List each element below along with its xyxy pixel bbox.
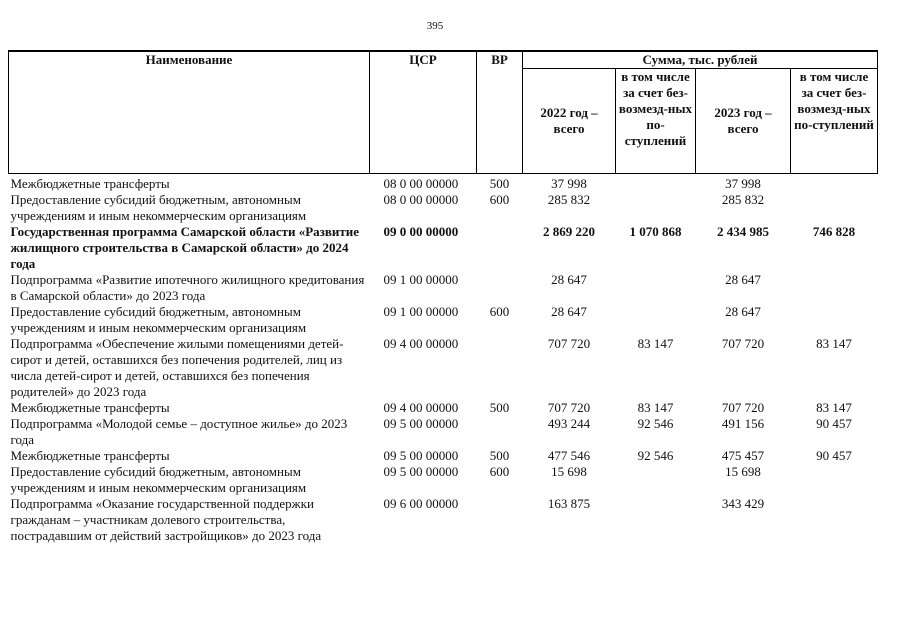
row-2022-total: 493 244 [547, 416, 591, 431]
row-2023-free: 90 457 [816, 448, 852, 463]
row-vr [477, 416, 523, 448]
row-2022-free [616, 272, 696, 304]
row-2023-free [791, 272, 878, 304]
row-2022-free: 83 147 [637, 400, 674, 415]
header-name: Наименование [9, 51, 370, 174]
table-row [9, 192, 878, 224]
header-2022-total: 2022 год – всего [523, 69, 616, 174]
table-row [9, 272, 878, 304]
row-csr: 09 1 00 00000 [383, 304, 459, 319]
row-2022-free: 1 070 868 [629, 224, 682, 239]
row-2022-total: 28 647 [551, 272, 587, 287]
header-sum: Сумма, тыс. рублей [523, 51, 878, 69]
row-name: Межбюджетные трансферты [10, 448, 170, 463]
row-2023-total: 707 720 [721, 400, 765, 415]
row-2023-total: 28 647 [725, 272, 761, 287]
header-vr: ВР [477, 51, 523, 174]
row-2022-total: 163 875 [547, 496, 591, 511]
row-2022-total: 15 698 [551, 464, 587, 479]
row-2023-free [791, 192, 878, 224]
row-2022-total: 37 998 [551, 176, 587, 191]
table-row [9, 174, 878, 193]
row-2022-total: 285 832 [547, 192, 591, 207]
header-2023-free: в том числе за счет без-возмезд-ных по-ступлений [791, 69, 878, 174]
row-2022-free: 92 546 [637, 416, 674, 431]
row-name: Межбюджетные трансферты [10, 400, 170, 415]
row-vr: 500 [489, 176, 510, 191]
row-vr: 600 [489, 304, 510, 319]
row-csr: 09 0 00 00000 [383, 224, 459, 239]
row-name: Предоставление субсидий бюджетным, автономным учреждениям и иным некоммерческим организациям [10, 192, 307, 223]
table-row [9, 336, 878, 400]
row-name: Межбюджетные трансферты [10, 176, 170, 191]
header-csr: ЦСР [370, 51, 477, 174]
row-2022-total: 477 546 [547, 448, 591, 463]
table-row [9, 464, 878, 496]
row-name: Подпрограмма «Развитие ипотечного жилищного кредитования в Самарской области» до 2023 года [10, 272, 365, 303]
row-vr [477, 224, 523, 272]
row-csr: 09 4 00 00000 [383, 336, 459, 351]
table-row [9, 304, 878, 336]
row-2022-total: 28 647 [551, 304, 587, 319]
table-row [9, 416, 878, 448]
row-csr: 09 4 00 00000 [383, 400, 459, 415]
row-vr [477, 272, 523, 304]
row-csr: 09 5 00 00000 [383, 448, 459, 463]
row-2023-free: 90 457 [816, 416, 852, 431]
budget-table [8, 50, 878, 544]
page-number: 395 [426, 20, 444, 32]
row-csr: 09 1 00 00000 [383, 272, 459, 287]
row-csr: 09 5 00 00000 [383, 416, 459, 431]
row-2022-total: 707 720 [547, 400, 591, 415]
table-row [9, 224, 878, 272]
row-name: Подпрограмма «Оказание государственной поддержки гражданам – участникам долевого строительства, пострадавшим от действий застройщиков» до 2023 года [10, 496, 322, 543]
table-row [9, 496, 878, 544]
row-2023-total: 491 156 [721, 416, 765, 431]
row-2023-total: 343 429 [721, 496, 765, 511]
row-2023-total: 475 457 [721, 448, 765, 463]
row-2022-free [616, 174, 696, 193]
row-2022-total: 707 720 [547, 336, 591, 351]
row-vr [477, 336, 523, 400]
table-row [9, 448, 878, 464]
row-2022-free [616, 192, 696, 224]
row-2022-free: 92 546 [637, 448, 674, 463]
row-2023-free: 83 147 [816, 336, 852, 351]
row-csr: 08 0 00 00000 [383, 176, 459, 191]
row-name: Подпрограмма «Молодой семье – доступное жилье» до 2023 года [10, 416, 348, 447]
row-vr: 500 [489, 448, 510, 463]
row-2022-free [616, 496, 696, 544]
row-2023-free [791, 496, 878, 544]
row-name: Предоставление субсидий бюджетным, автономным учреждениям и иным некоммерческим организациям [10, 304, 307, 335]
row-2023-free [791, 174, 878, 193]
row-vr: 600 [489, 192, 510, 207]
row-name: Предоставление субсидий бюджетным, автономным учреждениям и иным некоммерческим организациям [10, 464, 307, 495]
row-2023-total: 285 832 [721, 192, 765, 207]
row-2023-total: 2 434 985 [717, 224, 769, 239]
row-2023-total: 28 647 [725, 304, 761, 319]
table-body [9, 174, 878, 545]
row-2023-total: 707 720 [721, 336, 765, 351]
row-2023-total: 37 998 [725, 176, 761, 191]
row-csr: 09 6 00 00000 [383, 496, 459, 511]
row-vr [477, 496, 523, 544]
row-2022-free: 83 147 [637, 336, 674, 351]
row-name: Подпрограмма «Обеспечение жилыми помещениями детей-сирот и детей, оставшихся без попечения родителей, лиц из числа детей-сирот и детей, оставшихся без попечения родителей» до 2023 года [10, 336, 344, 399]
row-vr: 500 [489, 400, 510, 415]
header-2022-free: в том числе за счет без-возмезд-ных по-ступлений [616, 69, 696, 174]
row-2022-free [616, 304, 696, 336]
row-2022-free [616, 464, 696, 496]
row-2023-free [791, 304, 878, 336]
table-row [9, 400, 878, 416]
row-2023-free: 746 828 [812, 224, 856, 239]
row-csr: 08 0 00 00000 [383, 192, 459, 207]
header-2023-total: 2023 год – всего [696, 69, 791, 174]
row-2023-total: 15 698 [725, 464, 761, 479]
row-2023-free [791, 464, 878, 496]
row-2022-total: 2 869 220 [543, 224, 595, 239]
row-vr: 600 [489, 464, 510, 479]
row-2023-free: 83 147 [816, 400, 852, 415]
row-csr: 09 5 00 00000 [383, 464, 459, 479]
row-name: Государственная программа Самарской области «Развитие жилищного строительства в Самарской области» до 2024 года [10, 224, 360, 271]
